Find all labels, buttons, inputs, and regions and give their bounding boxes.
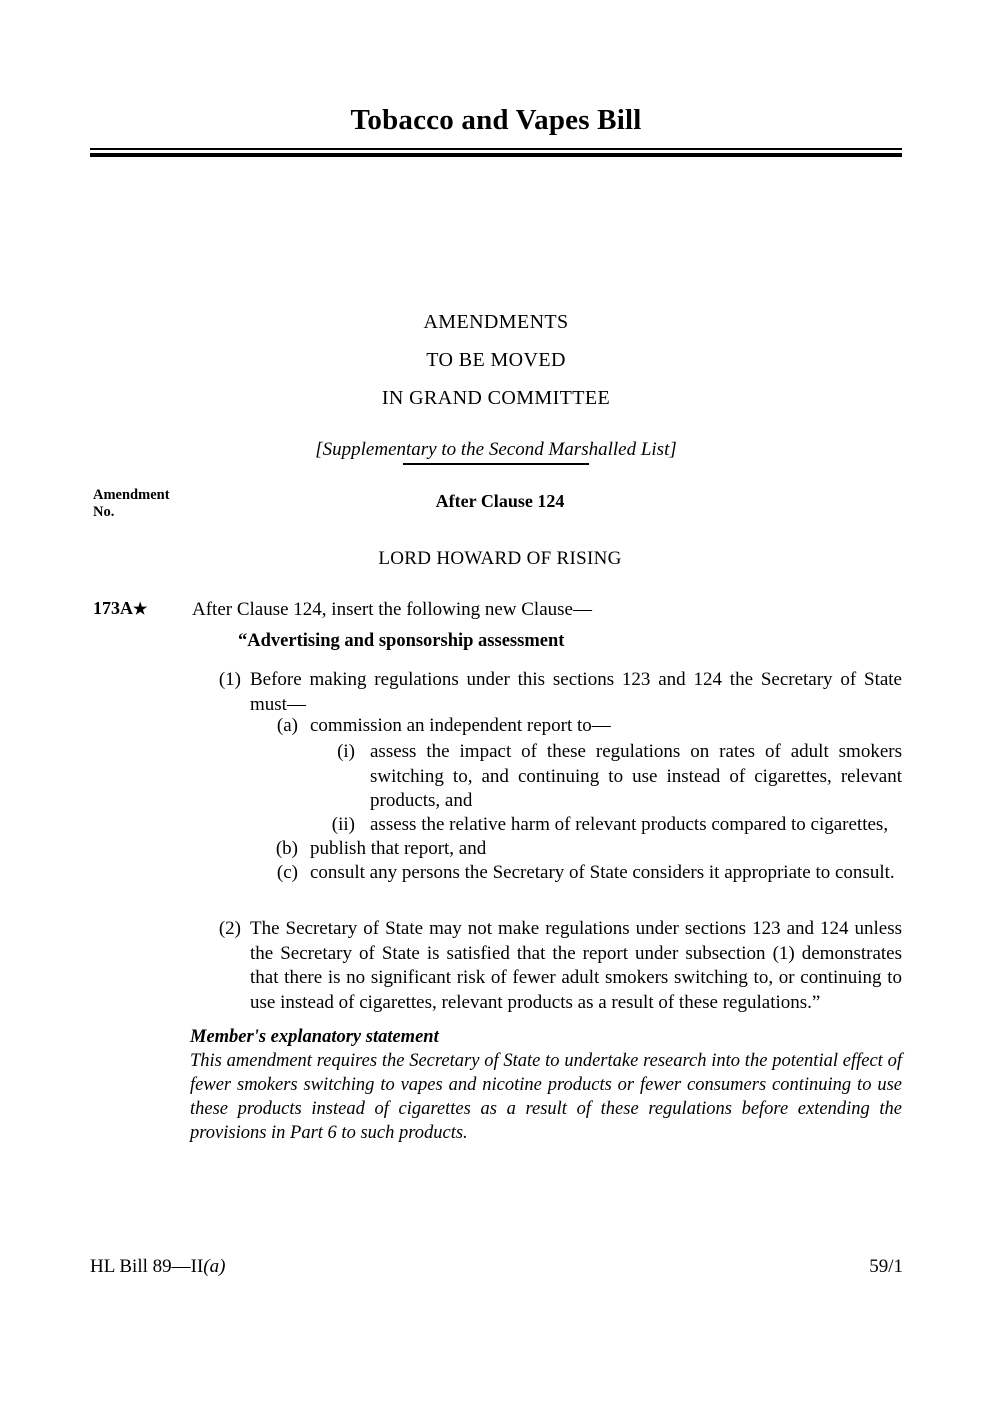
- paragraph-a-text: commission an independent report to—: [310, 715, 611, 736]
- heading-amendments: AMENDMENTS: [423, 311, 569, 333]
- paragraph-c-marker: (c): [276, 862, 298, 883]
- subparagraph-ii: [325, 813, 902, 838]
- title-rule-lower: [90, 153, 902, 157]
- subsection-2-marker: (2): [218, 918, 241, 939]
- footer-bill-reference: [90, 1256, 225, 1278]
- subsection-1-marker: (1): [218, 669, 241, 690]
- amendment-lead-in: After Clause 124, insert the following new Clause—: [192, 599, 592, 620]
- subsection-1: [205, 668, 902, 717]
- section-divider-rule: [403, 463, 589, 465]
- amendment-no-label: [93, 487, 203, 521]
- paragraph-a-marker: (a): [276, 715, 298, 736]
- amendment-no-label-line2: No.: [93, 504, 115, 520]
- explanatory-statement-heading: Member's explanatory statement: [190, 1027, 439, 1047]
- amendment-no-label-line1: Amendment: [93, 487, 170, 503]
- footer-bill-reference-suffix: (a): [203, 1256, 226, 1277]
- heading-to-be-moved: TO BE MOVED: [426, 349, 566, 371]
- clause-heading: After Clause 124: [435, 491, 565, 511]
- subparagraph-i: [325, 740, 902, 814]
- subsection-1-text: Before making regulations under this sections 123 and 124 the Secretary of State must—: [250, 669, 902, 715]
- paragraph-b-marker: (b): [275, 838, 298, 859]
- page-title: Tobacco and Vapes Bill: [350, 104, 642, 136]
- subparagraph-i-text: assess the impact of these regulations on rates of adult smokers switching to, and continuing to use instead of cigarettes, relevant products, and: [370, 741, 902, 811]
- new-clause-title: “Advertising and sponsorship assessment: [238, 631, 565, 651]
- footer-page-reference: 59/1: [869, 1256, 903, 1277]
- subparagraph-ii-marker: (ii): [331, 814, 355, 835]
- subsection-2-text: The Secretary of State may not make regulations under sections 123 and 124 unless the Secretary of State is satisfied that the report under subsection (1) demonstrates that there is no significant risk of fewer adult smokers switching to, or continuing to use instead of cigarettes, relevant products as a result of these regulations.”: [250, 918, 902, 1013]
- title-rule-upper: [90, 148, 902, 150]
- subsection-2: [205, 917, 902, 1015]
- paragraph-c-text: consult any persons the Secretary of State considers it appropriate to consult.: [310, 862, 895, 883]
- heading-supplementary-note: [Supplementary to the Second Marshalled List]: [315, 439, 677, 460]
- amendment-sponsor: LORD HOWARD OF RISING: [378, 548, 622, 569]
- paragraph-c: [265, 861, 902, 886]
- footer-bill-reference-main: HL Bill 89—II: [90, 1256, 204, 1277]
- heading-block: [90, 303, 902, 463]
- paragraph-b: [265, 837, 902, 862]
- amendment-number: [93, 598, 147, 619]
- amendment-number-text: 173A: [93, 598, 133, 618]
- paragraph-a: [265, 714, 902, 739]
- heading-in-grand-committee: IN GRAND COMMITTEE: [381, 387, 611, 409]
- subparagraph-i-marker: (i): [337, 741, 355, 762]
- subparagraph-ii-text: assess the relative harm of relevant products compared to cigarettes,: [370, 814, 889, 835]
- star-icon: ★: [133, 601, 148, 618]
- explanatory-statement-body: This amendment requires the Secretary of State to undertake research into the potential effect of fewer smokers switching to vapes and nicotine products or fewer consumers continuing to use these products instead of cigarettes as a result of these regulations before extending the provisions in Part 6 to such products.: [190, 1051, 902, 1143]
- paragraph-b-text: publish that report, and: [310, 838, 487, 859]
- explanatory-statement: [190, 1025, 902, 1145]
